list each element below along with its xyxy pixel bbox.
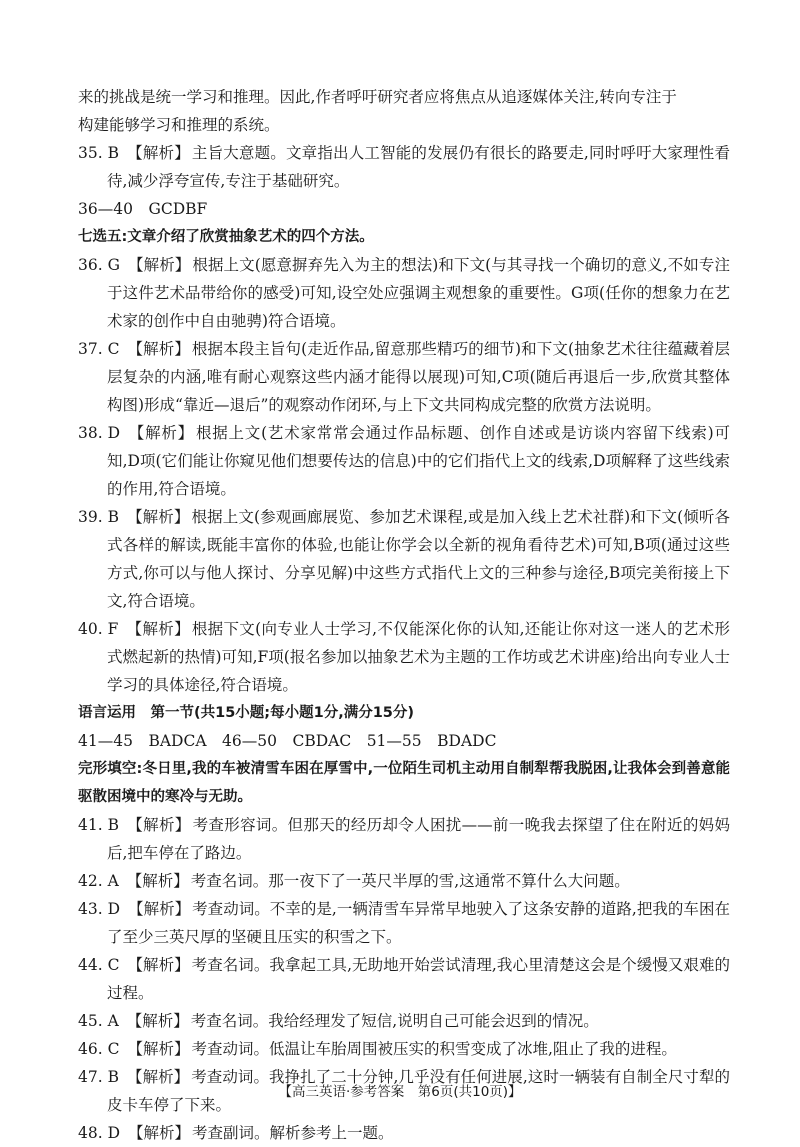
answers-36-40: 36—40 GCDBF <box>78 200 208 218</box>
answer-41: 41. B 【解析】 考查形容词。但那天的经历却令人困扰——前一晚我去探望了住在附近的妈妈后,把车停在了路边。 <box>78 816 730 862</box>
answer-42: 42. A 【解析】 考查名词。那一夜下了一英尺半厚的雪,这通常不算什么大问题。 <box>78 872 630 890</box>
answer-47: 47. B 【解析】 考查动词。我挣扎了二十分钟,几乎没有任何进展,这时一辆装有自制全尺寸犁的皮卡车停了下来。 <box>78 1068 730 1114</box>
answers-41-55: 41—45 BADCA 46—50 CBDAC 51—55 BDADC <box>78 732 497 750</box>
section-heading-cloze: 完形填空:冬日里,我的车被清雪车困在厚雪中,一位陌生司机主动用自制犁帮我脱困,让我体会到善意能驱散困境中的寒冷与无助。 <box>78 761 730 805</box>
answer-36: 36. G 【解析】 根据上文(愿意摒弃先入为主的想法)和下文(与其寻找一个确切的意义,不如专注于这件艺术品带给你的感受)可知,设空处应强调主观想象的重要性。G项(任你的想象力在艺术家的创作中自由驰骋)符合语境。 <box>78 256 730 330</box>
answer-46: 46. C 【解析】 考查动词。低温让车胎周围被压实的积雪变成了冰堆,阻止了我的进程。 <box>78 1040 677 1058</box>
section-heading-seven-choose-five: 七选五:文章介绍了欣赏抽象艺术的四个方法。 <box>78 229 374 245</box>
answer-45: 45. A 【解析】 考查名词。我给经理发了短信,说明自己可能会迟到的情况。 <box>78 1012 599 1030</box>
answer-37: 37. C 【解析】 根据本段主旨句(走近作品,留意那些精巧的细节)和下文(抽象艺术往往蕴藏着层层复杂的内涵,唯有耐心观察这些内涵才能得以展现)可知,C项(随后再退后一步,欣赏其整体构图)形成“靠近—退后”的观察动作闭环,与上下文共同构成完整的欣赏方法说明。 <box>78 340 730 414</box>
answer-40: 40. F 【解析】 根据下文(向专业人士学习,不仅能深化你的认知,还能让你对这一迷人的艺术形式燃起新的热情)可知,F项(报名参加以抽象艺术为主题的工作坊或艺术讲座)给出向专业人士学习的具体途径,符合语境。 <box>78 620 730 694</box>
answer-44: 44. C 【解析】 考查名词。我拿起工具,无助地开始尝试清理,我心里清楚这会是个缓慢又艰难的过程。 <box>78 956 730 1002</box>
section-heading-language-use: 语言运用 第一节(共15小题;每小题1分,满分15分) <box>78 705 415 721</box>
answer-48: 48. D 【解析】 考查副词。解析参考上一题。 <box>78 1124 394 1142</box>
intro-line-1: 来的挑战是统一学习和推理。因此,作者呼吁研究者应将焦点从追逐媒体关注,转向专注于 <box>78 88 677 106</box>
page-footer: 【高三英语·参考答案 第6页(共10页)】 <box>278 1084 522 1100</box>
intro-line-2: 构建能够学习和推理的系统。 <box>78 116 280 134</box>
answer-sheet-page <box>78 83 730 1147</box>
answer-38: 38. D 【解析】 根据上文(艺术家常常会通过作品标题、创作自述或是访谈内容留下线索)可知,D项(它们能让你窥见他们想要传达的信息)中的它们指代上文的线索,D项解释了这些线索的作用,符合语境。 <box>78 424 730 498</box>
answer-43: 43. D 【解析】 考查动词。不幸的是,一辆清雪车异常早地驶入了这条安静的道路,把我的车困在了至少三英尺厚的坚硬且压实的积雪之下。 <box>78 900 730 946</box>
answer-35: 35. B 【解析】 主旨大意题。文章指出人工智能的发展仍有很长的路要走,同时呼吁大家理性看待,减少浮夸宣传,专注于基础研究。 <box>78 144 730 190</box>
answer-39: 39. B 【解析】 根据上文(参观画廊展览、参加艺术课程,或是加入线上艺术社群)和下文(倾听各式各样的解读,既能丰富你的体验,也能让你学会以全新的视角看待艺术)可知,B项(通过这些方式,你可以与他人探讨、分享见解)中这些方式指代上文的三种参与途径,B项完美衔接上下文,符合语境。 <box>78 508 730 610</box>
